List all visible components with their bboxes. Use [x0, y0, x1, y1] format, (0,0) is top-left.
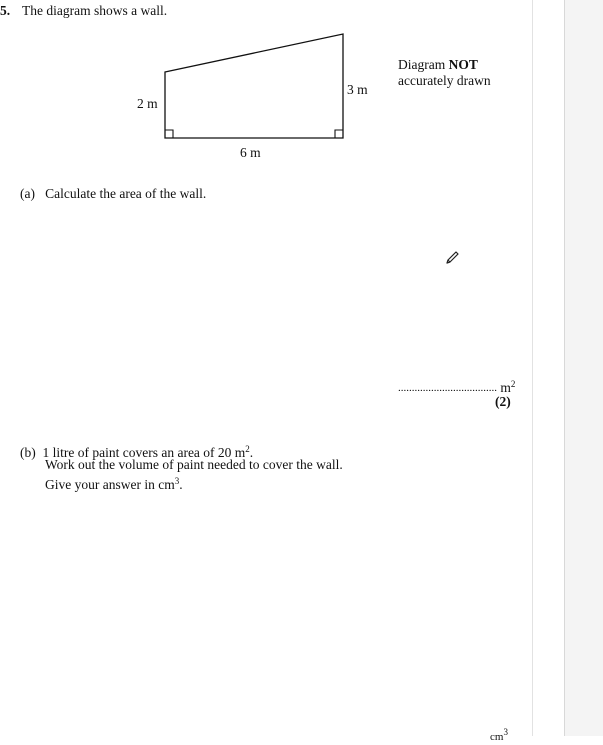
- part-b-answer-unit: [490, 724, 508, 745]
- part-a-answer-line[interactable]: [398, 376, 515, 396]
- part-b-line1-text: 1 litre of paint covers an area of 20 m: [42, 445, 246, 460]
- part-b-line3-end: .: [179, 477, 183, 492]
- question-text: The diagram shows a wall.: [22, 3, 168, 18]
- part-b-line2: Work out the volume of paint needed to cover the wall.: [45, 457, 343, 472]
- answer-unit: m: [500, 380, 511, 395]
- note-prefix: Diagram: [398, 57, 449, 72]
- diagram-not-to-scale-note: [398, 57, 491, 89]
- part-a-label: (a): [20, 186, 35, 201]
- part-b-line1-power: 2: [245, 444, 250, 454]
- answer-dots: ....................................: [398, 382, 497, 394]
- part-a-text: Calculate the area of the wall.: [45, 186, 207, 201]
- question-number: 5.: [0, 3, 11, 18]
- label-left-height: 2 m: [137, 96, 158, 111]
- right-angle-marker-right: [335, 130, 343, 138]
- part-b-line3-text: Give your answer in cm: [45, 477, 175, 492]
- part-b-line3-power: 3: [174, 476, 180, 486]
- label-base-width: 6 m: [240, 145, 261, 160]
- right-angle-marker-left: [165, 130, 173, 138]
- part-a-marks: (2): [495, 394, 511, 409]
- note-line2: accurately drawn: [398, 73, 491, 88]
- part-b-line1-end: .: [249, 445, 254, 460]
- part-b-unit-power: 3: [503, 727, 508, 737]
- part-a-question: [20, 186, 206, 202]
- part-b-label: (b): [20, 445, 36, 460]
- note-bold: NOT: [448, 57, 478, 72]
- part-b-line3: [45, 473, 183, 493]
- pencil-icon: [444, 250, 460, 266]
- label-right-height: 3 m: [347, 82, 368, 97]
- wall-trapezium: [165, 34, 343, 138]
- answer-unit-power: 2: [510, 379, 516, 389]
- part-b-unit: cm: [490, 731, 504, 743]
